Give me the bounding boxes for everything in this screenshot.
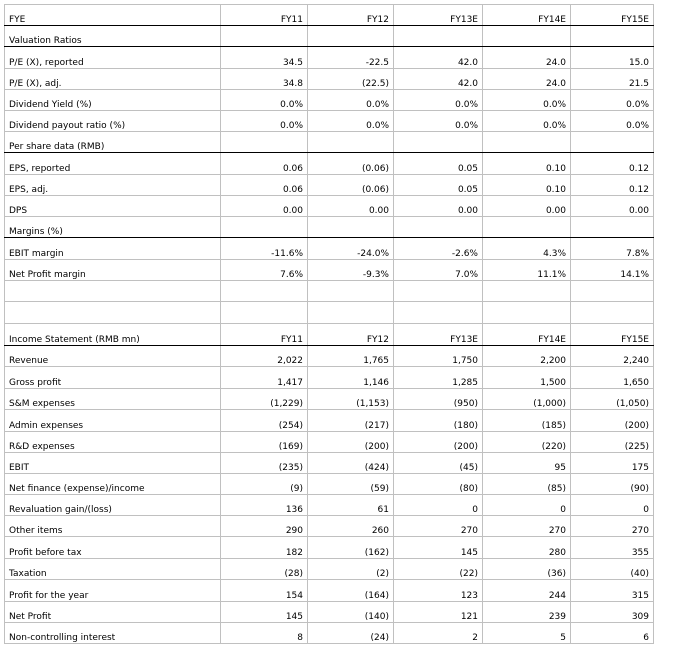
- value-cell: 1,765: [308, 346, 394, 367]
- table-row: [5, 153, 654, 175]
- value-cell: 0.00: [483, 196, 571, 217]
- value-cell: 5: [483, 623, 571, 644]
- value-cell: 244: [483, 580, 571, 602]
- value-cell: 270: [394, 516, 483, 537]
- table-row: [5, 346, 654, 367]
- row-label: Profit for the year: [5, 580, 221, 602]
- value-cell: 34.8: [221, 69, 308, 90]
- empty-cell: [394, 281, 483, 302]
- value-cell: 7.6%: [221, 260, 308, 281]
- value-cell: 61: [308, 495, 394, 516]
- column-header: FY15E: [571, 5, 654, 26]
- value-cell: 24.0: [483, 47, 571, 69]
- spacer-row: [5, 302, 654, 324]
- header-label: Valuation Ratios: [5, 26, 221, 47]
- value-cell: 0.00: [394, 196, 483, 217]
- value-cell: 0: [571, 495, 654, 516]
- value-cell: (45): [394, 453, 483, 474]
- value-cell: 175: [571, 453, 654, 474]
- value-cell: (1,000): [483, 389, 571, 410]
- value-cell: 309: [571, 602, 654, 623]
- table-row: [5, 432, 654, 453]
- empty-cell: [221, 217, 308, 238]
- value-cell: 0.0%: [483, 90, 571, 111]
- value-cell: (2): [308, 559, 394, 580]
- table-row: [5, 47, 654, 69]
- empty-cell: [394, 302, 483, 324]
- value-cell: 0.0%: [221, 90, 308, 111]
- value-cell: 7.0%: [394, 260, 483, 281]
- value-cell: 95: [483, 453, 571, 474]
- empty-cell: [483, 281, 571, 302]
- header-label: Income Statement (RMB mn): [5, 324, 221, 346]
- value-cell: 2: [394, 623, 483, 644]
- value-cell: -11.6%: [221, 238, 308, 260]
- value-cell: 2,022: [221, 346, 308, 367]
- value-cell: 1,650: [571, 367, 654, 389]
- table-row: [5, 495, 654, 516]
- value-cell: (36): [483, 559, 571, 580]
- financial-summary-table: [4, 4, 654, 644]
- value-cell: 7.8%: [571, 238, 654, 260]
- empty-cell: [5, 302, 221, 324]
- row-label: Dividend Yield (%): [5, 90, 221, 111]
- empty-cell: [483, 302, 571, 324]
- table-row: [5, 602, 654, 623]
- value-cell: (22): [394, 559, 483, 580]
- value-cell: 0.06: [221, 153, 308, 175]
- value-cell: -22.5: [308, 47, 394, 69]
- value-cell: (235): [221, 453, 308, 474]
- row-label: Net finance (expense)/income: [5, 474, 221, 495]
- column-header: FY13E: [394, 324, 483, 346]
- table-row: [5, 69, 654, 90]
- value-cell: 355: [571, 537, 654, 559]
- table-row: [5, 111, 654, 132]
- table-row: [5, 367, 654, 389]
- value-cell: 14.1%: [571, 260, 654, 281]
- table-row: [5, 474, 654, 495]
- value-cell: 0.0%: [394, 111, 483, 132]
- row-label: Net Profit margin: [5, 260, 221, 281]
- value-cell: 260: [308, 516, 394, 537]
- value-cell: 0.0%: [571, 111, 654, 132]
- empty-cell: [221, 302, 308, 324]
- table-header-row: [5, 324, 654, 346]
- value-cell: (162): [308, 537, 394, 559]
- table-row: [5, 175, 654, 196]
- row-label: Gross profit: [5, 367, 221, 389]
- table-row: [5, 580, 654, 602]
- table-row: [5, 196, 654, 217]
- row-label: EPS, reported: [5, 153, 221, 175]
- value-cell: 0.05: [394, 175, 483, 196]
- value-cell: (1,229): [221, 389, 308, 410]
- value-cell: 42.0: [394, 47, 483, 69]
- empty-cell: [394, 217, 483, 238]
- spacer-row: [5, 281, 654, 302]
- value-cell: 182: [221, 537, 308, 559]
- value-cell: 8: [221, 623, 308, 644]
- value-cell: 24.0: [483, 69, 571, 90]
- table-row: [5, 410, 654, 432]
- header-label: FYE: [5, 5, 221, 26]
- row-label: EBIT margin: [5, 238, 221, 260]
- value-cell: 0.0%: [483, 111, 571, 132]
- row-label: Dividend payout ratio (%): [5, 111, 221, 132]
- value-cell: (0.06): [308, 153, 394, 175]
- value-cell: 0.12: [571, 175, 654, 196]
- empty-cell: [483, 217, 571, 238]
- value-cell: 1,750: [394, 346, 483, 367]
- empty-cell: [483, 26, 571, 47]
- value-cell: 2,200: [483, 346, 571, 367]
- row-label: Taxation: [5, 559, 221, 580]
- value-cell: -24.0%: [308, 238, 394, 260]
- value-cell: 0.10: [483, 175, 571, 196]
- value-cell: 0.0%: [308, 111, 394, 132]
- section-header-row: [5, 132, 654, 153]
- table-header-row: [5, 5, 654, 26]
- value-cell: (1,050): [571, 389, 654, 410]
- value-cell: 15.0: [571, 47, 654, 69]
- value-cell: 1,417: [221, 367, 308, 389]
- value-cell: 21.5: [571, 69, 654, 90]
- value-cell: 0.0%: [308, 90, 394, 111]
- column-header: FY14E: [483, 324, 571, 346]
- value-cell: (164): [308, 580, 394, 602]
- value-cell: (200): [394, 432, 483, 453]
- row-label: Net Profit: [5, 602, 221, 623]
- row-label: Revenue: [5, 346, 221, 367]
- column-header: FY15E: [571, 324, 654, 346]
- value-cell: (180): [394, 410, 483, 432]
- value-cell: 280: [483, 537, 571, 559]
- empty-cell: [308, 132, 394, 153]
- value-cell: (28): [221, 559, 308, 580]
- value-cell: (950): [394, 389, 483, 410]
- column-header: FY12: [308, 5, 394, 26]
- value-cell: 0.00: [571, 196, 654, 217]
- empty-cell: [571, 217, 654, 238]
- row-label: R&D expenses: [5, 432, 221, 453]
- empty-cell: [571, 26, 654, 47]
- value-cell: -2.6%: [394, 238, 483, 260]
- empty-cell: [483, 132, 571, 153]
- value-cell: 145: [221, 602, 308, 623]
- value-cell: 290: [221, 516, 308, 537]
- empty-cell: [571, 281, 654, 302]
- row-label: Profit before tax: [5, 537, 221, 559]
- value-cell: (1,153): [308, 389, 394, 410]
- table-row: [5, 559, 654, 580]
- value-cell: 0.0%: [571, 90, 654, 111]
- value-cell: 34.5: [221, 47, 308, 69]
- row-label: DPS: [5, 196, 221, 217]
- value-cell: (59): [308, 474, 394, 495]
- value-cell: 270: [483, 516, 571, 537]
- value-cell: 0.0%: [221, 111, 308, 132]
- column-header: FY11: [221, 324, 308, 346]
- value-cell: 0.00: [308, 196, 394, 217]
- empty-cell: [571, 132, 654, 153]
- row-label: Revaluation gain/(loss): [5, 495, 221, 516]
- row-label: EBIT: [5, 453, 221, 474]
- table-row: [5, 516, 654, 537]
- empty-cell: [308, 302, 394, 324]
- empty-cell: [221, 281, 308, 302]
- value-cell: 42.0: [394, 69, 483, 90]
- table-row: [5, 238, 654, 260]
- column-header: FY13E: [394, 5, 483, 26]
- header-label: Margins (%): [5, 217, 221, 238]
- empty-cell: [571, 302, 654, 324]
- value-cell: 11.1%: [483, 260, 571, 281]
- value-cell: (220): [483, 432, 571, 453]
- value-cell: (254): [221, 410, 308, 432]
- table-row: [5, 90, 654, 111]
- row-label: Admin expenses: [5, 410, 221, 432]
- value-cell: 0: [394, 495, 483, 516]
- empty-cell: [221, 132, 308, 153]
- value-cell: (0.06): [308, 175, 394, 196]
- value-cell: 6: [571, 623, 654, 644]
- value-cell: 2,240: [571, 346, 654, 367]
- column-header: FY12: [308, 324, 394, 346]
- table-row: [5, 389, 654, 410]
- value-cell: 145: [394, 537, 483, 559]
- empty-cell: [308, 26, 394, 47]
- table-row: [5, 453, 654, 474]
- section-header-row: [5, 217, 654, 238]
- column-header: FY11: [221, 5, 308, 26]
- value-cell: 315: [571, 580, 654, 602]
- value-cell: 121: [394, 602, 483, 623]
- value-cell: 1,500: [483, 367, 571, 389]
- value-cell: (217): [308, 410, 394, 432]
- empty-cell: [5, 281, 221, 302]
- value-cell: 4.3%: [483, 238, 571, 260]
- value-cell: 123: [394, 580, 483, 602]
- value-cell: 239: [483, 602, 571, 623]
- value-cell: (424): [308, 453, 394, 474]
- value-cell: 0.05: [394, 153, 483, 175]
- value-cell: -9.3%: [308, 260, 394, 281]
- value-cell: 0.10: [483, 153, 571, 175]
- row-label: S&M expenses: [5, 389, 221, 410]
- table-row: [5, 260, 654, 281]
- empty-cell: [308, 281, 394, 302]
- value-cell: (200): [308, 432, 394, 453]
- value-cell: (24): [308, 623, 394, 644]
- value-cell: 1,146: [308, 367, 394, 389]
- value-cell: (169): [221, 432, 308, 453]
- value-cell: (22.5): [308, 69, 394, 90]
- value-cell: (200): [571, 410, 654, 432]
- row-label: EPS, adj.: [5, 175, 221, 196]
- row-label: Other items: [5, 516, 221, 537]
- row-label: P/E (X), reported: [5, 47, 221, 69]
- section-header-row: [5, 26, 654, 47]
- row-label: Non-controlling interest: [5, 623, 221, 644]
- value-cell: (140): [308, 602, 394, 623]
- value-cell: 0: [483, 495, 571, 516]
- value-cell: 1,285: [394, 367, 483, 389]
- value-cell: (85): [483, 474, 571, 495]
- empty-cell: [221, 26, 308, 47]
- value-cell: 0.12: [571, 153, 654, 175]
- value-cell: 0.0%: [394, 90, 483, 111]
- value-cell: 270: [571, 516, 654, 537]
- value-cell: (90): [571, 474, 654, 495]
- value-cell: (225): [571, 432, 654, 453]
- row-label: P/E (X), adj.: [5, 69, 221, 90]
- header-label: Per share data (RMB): [5, 132, 221, 153]
- value-cell: 0.00: [221, 196, 308, 217]
- value-cell: (185): [483, 410, 571, 432]
- empty-cell: [394, 26, 483, 47]
- value-cell: (80): [394, 474, 483, 495]
- table-row: [5, 623, 654, 644]
- table-row: [5, 537, 654, 559]
- value-cell: (40): [571, 559, 654, 580]
- value-cell: 0.06: [221, 175, 308, 196]
- value-cell: 136: [221, 495, 308, 516]
- empty-cell: [394, 132, 483, 153]
- column-header: FY14E: [483, 5, 571, 26]
- value-cell: 154: [221, 580, 308, 602]
- value-cell: (9): [221, 474, 308, 495]
- empty-cell: [308, 217, 394, 238]
